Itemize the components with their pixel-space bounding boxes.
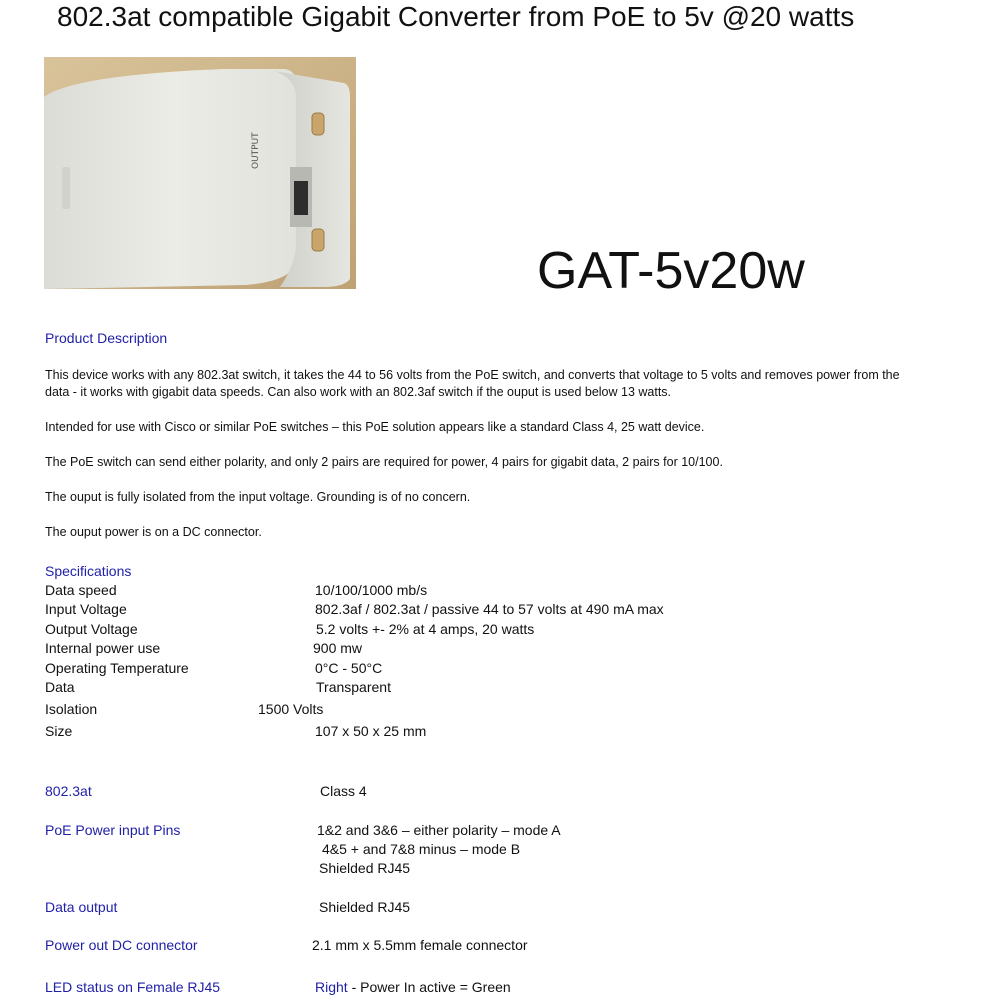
detail-label: PoE Power input Pins [45,822,181,838]
spec-label: Isolation [45,701,98,717]
spec-label: Output Voltage [45,621,138,637]
spec-label: Data speed [45,582,117,598]
led-position: Right [315,979,348,995]
description-paragraph: The ouput power is on a DC connector. [45,525,262,539]
description-paragraph: The PoE switch can send either polarity, and only 2 pairs are required for power, 4 pairs for gigabit data, 2 pairs for 10/100. [45,455,723,469]
detail-label: 802.3at [45,783,92,799]
detail-value: Shielded RJ45 [319,899,411,915]
detail-value: 4&5 + and 7&8 minus – mode B [322,841,521,854]
spec-value: 1500 Volts [258,701,324,717]
spec-value: 0°C - 50°C [315,660,383,676]
spec-label: Data [45,679,75,695]
spec-label: Operating Temperature [45,660,189,676]
led-status: - Power In active = Green [347,979,511,995]
spec-label: Internal power use [45,640,161,656]
detail-value [315,978,511,996]
spec-value: 802.3af / 802.3at / passive 44 to 57 volts at 490 mA max [315,601,664,617]
detail-value: Class 4 [320,783,367,799]
description-paragraph: This device works with any 802.3at switch, it takes the 44 to 56 volts from the PoE switch, and converts that voltage to 5 volts and removes power from the data - it works with gigabit data speeds. Can also work with an 802.3af switch if the ouput is used below 13 watts. [45,368,900,399]
output-label: OUTPUT [251,132,261,169]
detail-value: Shielded RJ45 [319,860,411,876]
spec-value: Transparent [316,679,391,695]
specifications-heading: Specifications [45,563,132,579]
spec-label: Input Voltage [45,601,127,617]
detail-value: 2.1 mm x 5.5mm female connector [312,937,528,953]
spec-value: 900 mw [313,640,363,656]
spec-value: 10/100/1000 mb/s [315,582,428,598]
description-paragraph: The ouput is fully isolated from the input voltage. Grounding is of no concern. [45,490,471,504]
product-photo [44,57,356,289]
model-number: GAT-5v20w [537,242,805,300]
spec-label: Size [45,723,73,739]
detail-label: Power out DC connector [45,937,198,953]
detail-value: 1&2 and 3&6 – either polarity – mode A [317,822,561,838]
description-heading: Product Description [45,330,168,346]
page-title: 802.3at compatible Gigabit Converter from PoE to 5v @20 watts [57,1,855,32]
detail-label: Data output [45,899,118,915]
spec-value: 5.2 volts +- 2% at 4 amps, 20 watts [316,621,535,637]
product-photo-illustration [44,57,356,289]
description-paragraph: Intended for use with Cisco or similar PoE switches – this PoE solution appears like a standard Class 4, 25 watt device. [45,420,705,434]
detail-label: LED status on Female RJ45 [45,979,221,995]
spec-value: 107 x 50 x 25 mm [315,723,427,739]
